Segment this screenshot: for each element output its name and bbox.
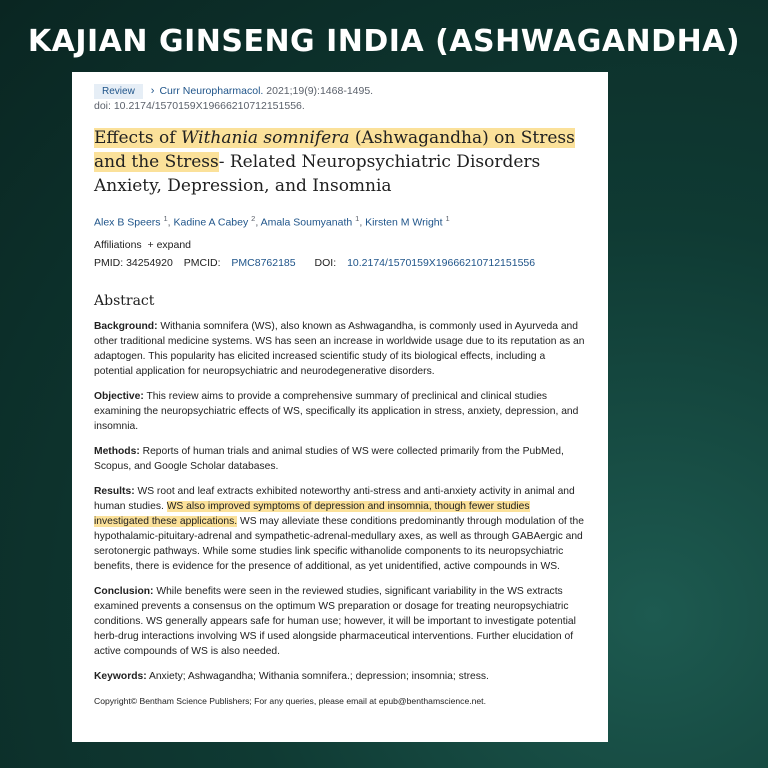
article-title (94, 126, 586, 198)
author-link[interactable]: Amala Soumyanath (260, 216, 353, 229)
abstract-objective (94, 389, 586, 434)
title-rest: - Related Neuropsychiatric Disorders Anxiety, Depression, and Insomnia (94, 152, 541, 196)
section-label: Results: (94, 485, 135, 497)
title-part: (Ashwagandha) on Stress and the Stress (94, 128, 575, 172)
section-label: Objective: (94, 390, 144, 402)
citation-text: 2021;19(9):1468-1495. (263, 85, 374, 97)
abstract-conclusion (94, 584, 586, 659)
expand-button[interactable]: + expand (147, 238, 192, 251)
section-text: Anxiety; Ashwagandha; Withania somnifera.; depression; insomnia; stress. (146, 670, 489, 682)
abstract-heading: Abstract (94, 292, 155, 309)
section-label: Conclusion: (94, 585, 154, 597)
author-list: Alex B Speers $^1$, Kadine A Cabey $^2$, Amala Soumyanath $^1$, Kirsten M Wright $^1$ (94, 214, 450, 229)
title-italic: Withania somnifera (180, 128, 350, 148)
author-sup: 2 (251, 214, 256, 223)
article-page (72, 72, 608, 742)
keywords (94, 669, 586, 684)
banner-title: KAJIAN GINSENG INDIA (ASHWAGANDHA) (27, 24, 741, 59)
pmcid-link[interactable]: PMC8762185 (231, 256, 296, 269)
chevron-right-icon: › (150, 85, 155, 97)
affiliations-row (94, 239, 586, 251)
abstract-results (94, 484, 586, 574)
title-part: Effects of (94, 128, 181, 148)
section-text: While benefits were seen in the reviewed studies, significant variability in the WS extracts examined prevents a consensus on the optimum WS preparation or dosage for treating neuropsychiatric conditions. WS generally appears safe for human use; however, it will be important to investigate potential herb-drug interactions involving WS if used alongside pharmaceutical interventions. Further elucidation of active compounds of WS is also needed. (94, 585, 576, 657)
review-badge: Review (94, 84, 143, 99)
section-text: WS may alleviate these conditions predominantly through modulation of the hypothalamic-pituitary-adrenal and sympathetic-adrenal-medullary axes, as well as through GABAergic and serotonergic pathways. While some studies link specific withanolide components to its neuropsychiatric benefits, there is evidence for the presence of additional, as yet unidentified, active compounds in WS. (94, 515, 584, 572)
author-sup: 1 (445, 214, 450, 223)
affiliations-label: Affiliations (94, 238, 142, 251)
section-label: Background: (94, 320, 158, 332)
highlighted-text: WS also improved symptoms of depression and insomnia, though fewer studies investigated these applications. (94, 500, 530, 527)
section-text: Reports of human trials and animal studies of WS were collected primarily from the PubMed, Scopus, and Google Scholar databases. (94, 445, 564, 472)
section-text: WS root and leaf extracts exhibited noteworthy anti-stress and anti-anxiety activity in animal and human studies. (94, 485, 575, 512)
section-text: Withania somnifera (WS), also known as Ashwagandha, is commonly used in Ayurveda and other traditional medicine systems. WS has seen an increase in worldwide usage due to its reputation as an adaptogen. This popularity has elicited increased scientific study of its biological effects, including a potential application for neuropsychiatric and neurodegenerative disorders. (94, 320, 585, 377)
doi-link[interactable]: 10.2174/1570159X19666210712151556 (347, 256, 536, 269)
doi-label: DOI: (314, 256, 337, 269)
journal-link[interactable]: Curr Neuropharmacol. (159, 85, 264, 97)
pmcid-label: PMCID: (183, 256, 221, 269)
author-link[interactable]: Kirsten M Wright (365, 216, 443, 229)
abstract-methods (94, 444, 586, 474)
section-label: Methods: (94, 445, 140, 457)
citation-row (94, 82, 586, 100)
section-label: Keywords: (94, 670, 147, 682)
pmid: PMID: 34254920 (94, 256, 173, 269)
copyright-notice: Copyright© Bentham Science Publishers; For any queries, please email at epub@benthamscience.net. (94, 695, 486, 706)
author-link[interactable]: Alex B Speers (94, 216, 161, 229)
doi-line: doi: 10.2174/1570159X19666210712151556. (94, 100, 305, 112)
author-sup: 1 (163, 214, 168, 223)
identifiers-row (94, 257, 586, 269)
author-sup: 1 (355, 214, 360, 223)
author-link[interactable]: Kadine A Cabey (173, 216, 249, 229)
abstract-background (94, 319, 586, 379)
section-text: This review aims to provide a comprehensive summary of preclinical and clinical studies examining the neuropsychiatric effects of WS, specifically its application in stress, anxiety, depression, and insomnia. (94, 390, 579, 432)
